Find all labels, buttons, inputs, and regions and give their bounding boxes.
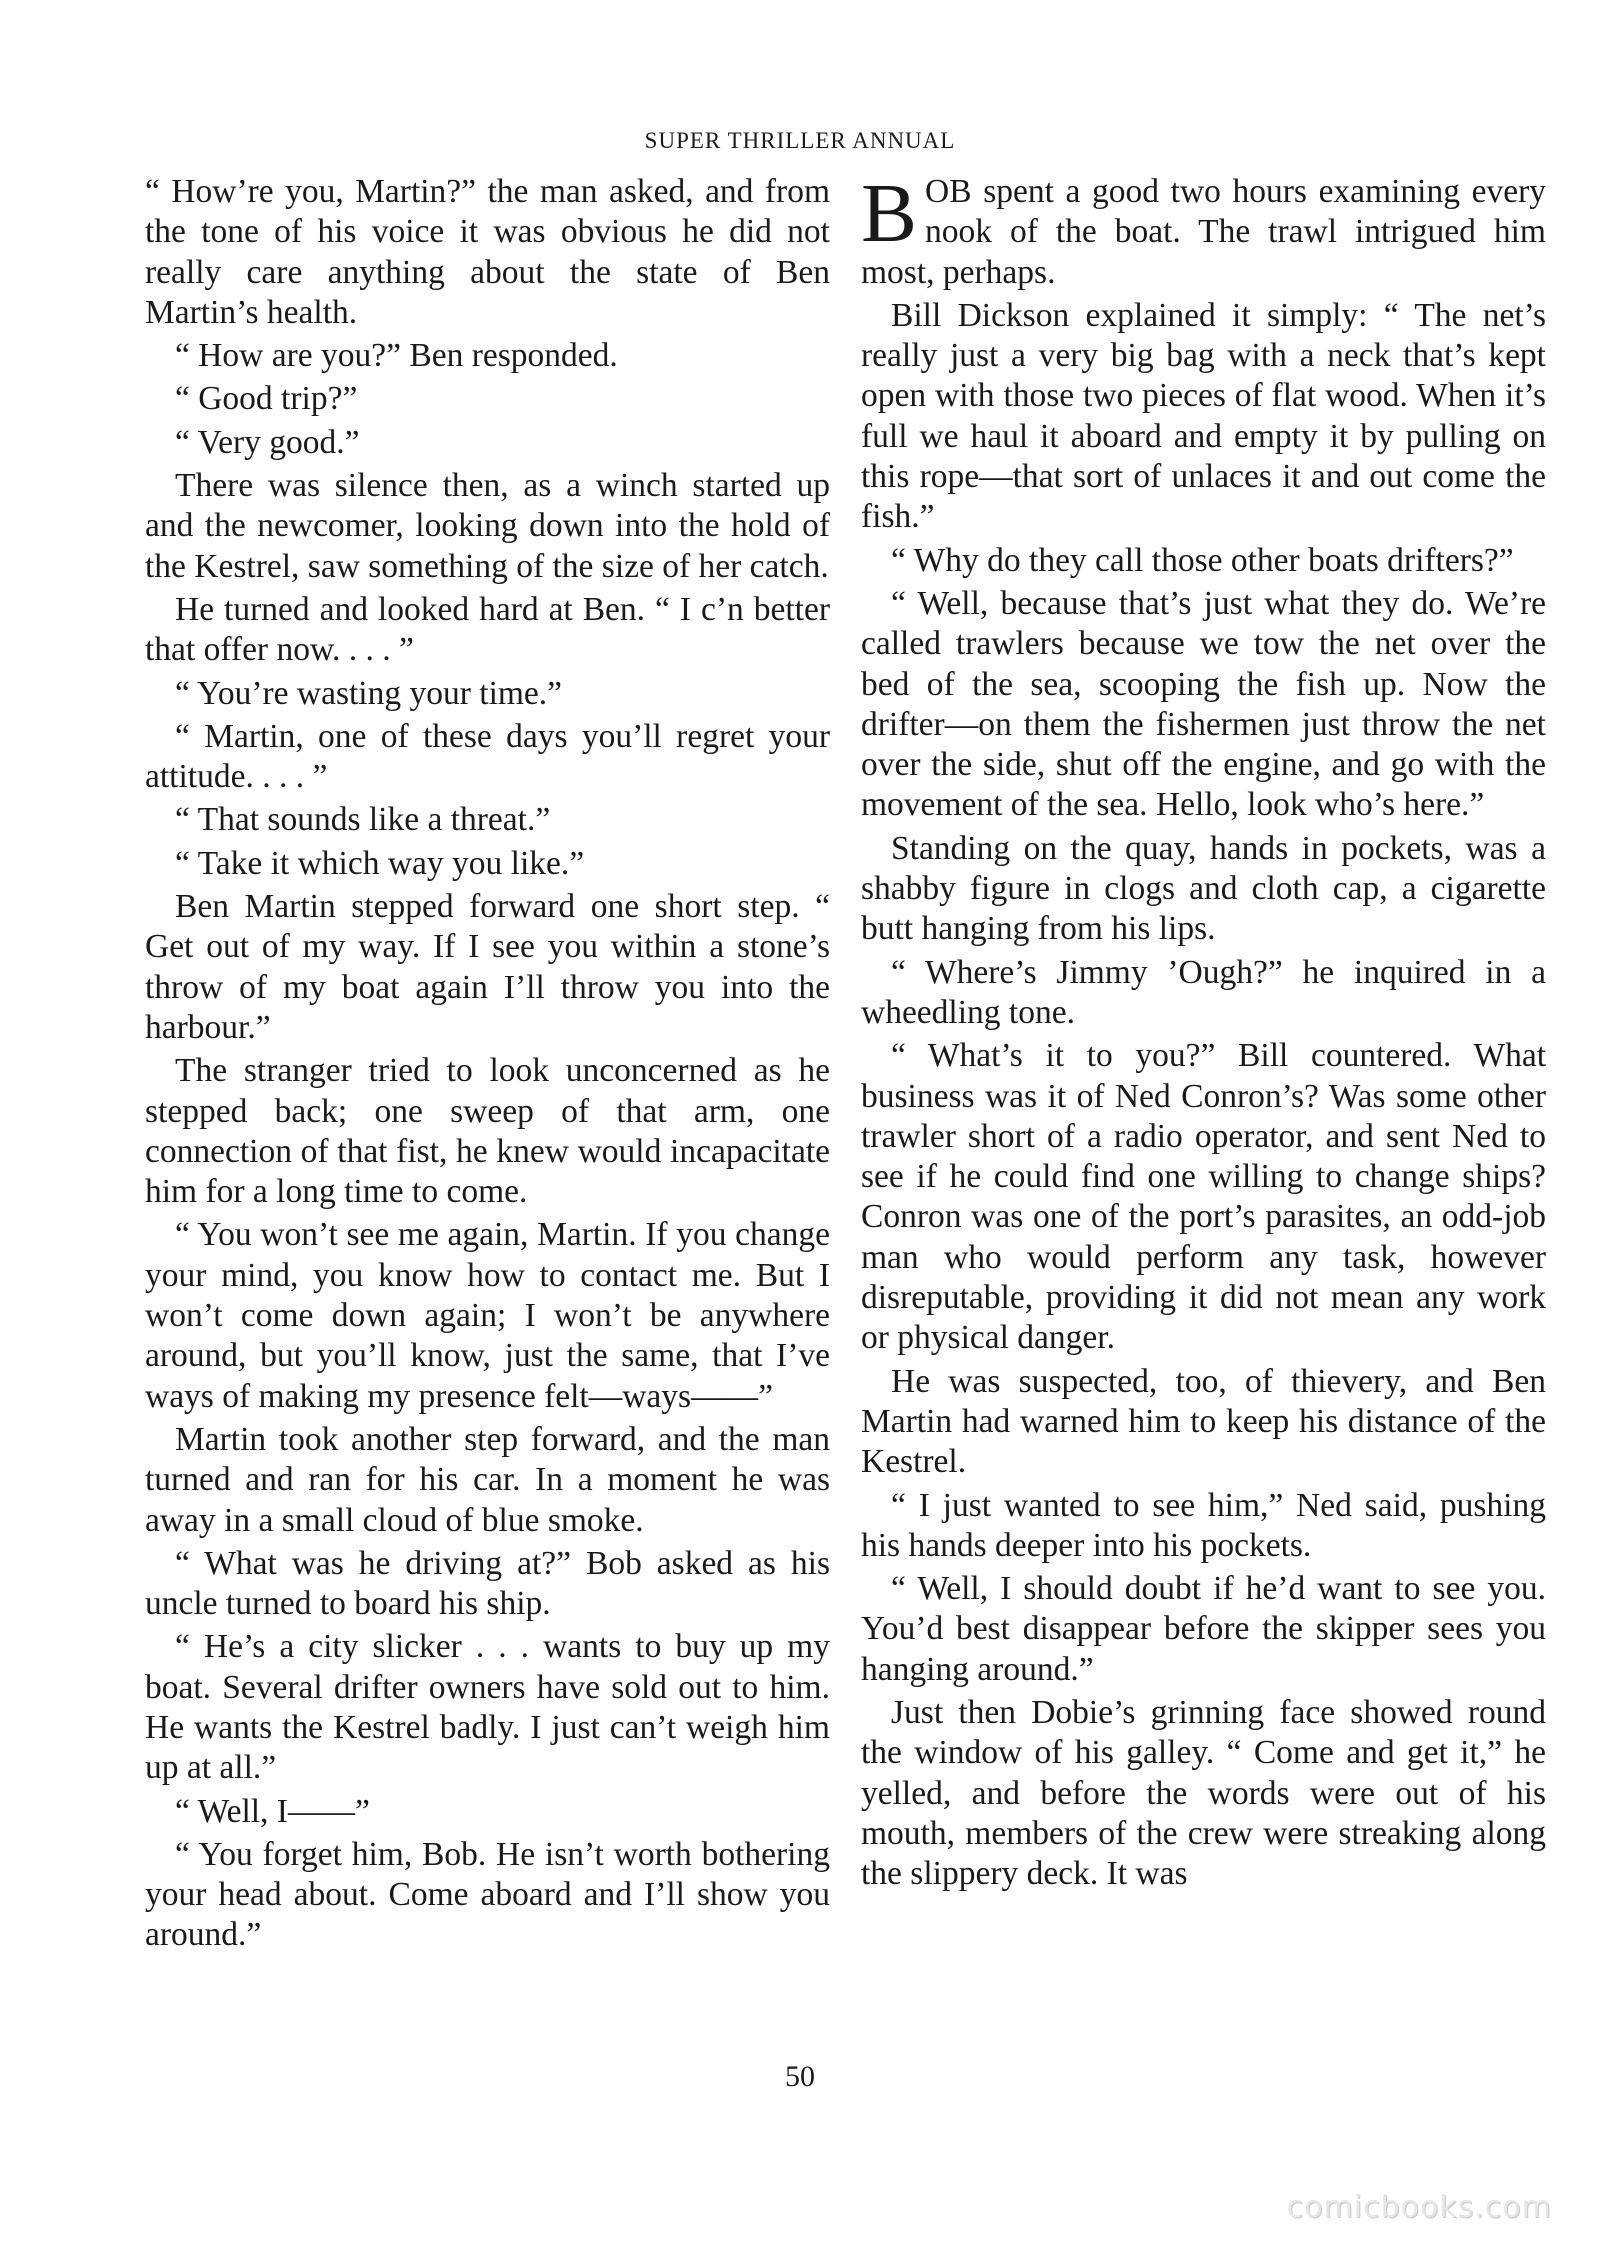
- paragraph: Martin took another step forward, and the man turned and ran for his car. In a moment he was away in a small cloud of blue smoke.: [145, 1420, 830, 1539]
- paragraph: “ Very good.”: [175, 423, 360, 461]
- opening-paragraph: [861, 167, 1546, 293]
- paragraph: Standing on the quay, hands in pockets, was a shabby figure in clogs and cloth cap, a cigarette butt hanging from his lips.: [861, 829, 1546, 948]
- paragraph: “ You forget him, Bob. He isn’t worth bothering your head about. Come aboard and I’ll show you around.”: [145, 1835, 830, 1954]
- paragraph: “ What was he driving at?” Bob asked as his uncle turned to board his ship.: [145, 1544, 830, 1623]
- paragraph: Just then Dobie’s grinning face showed round the window of his galley. “ Come and get it,” he yelled, and before the words were out of his mouth, members of the crew were streaking along the slippery deck. It was: [861, 1693, 1546, 1893]
- paragraph: He turned and looked hard at Ben. “ I c’n better that offer now. . . . ”: [145, 590, 830, 669]
- paragraph: “ You’re wasting your time.”: [175, 674, 563, 712]
- paragraph: There was silence then, as a winch started up and the newcomer, looking down into the hold of the Kestrel, saw something of the size of her catch.: [145, 467, 830, 585]
- drop-cap: B: [861, 167, 918, 260]
- left-column: [145, 172, 830, 1959]
- paragraph: “ Good trip?”: [175, 380, 358, 418]
- paragraph: “ Take it which way you like.”: [175, 844, 585, 882]
- paragraph: “ How’re you, Martin?” the man asked, and from the tone of his voice it was obvious he did not really care anything about the state of Ben Martin’s health.: [145, 173, 830, 331]
- paragraph: “ I just wanted to see him,” Ned said, pushing his hands deeper into his pockets.: [861, 1486, 1546, 1564]
- paragraph: “ Martin, one of these days you’ll regret your attitude. . . . ”: [145, 717, 830, 796]
- watermark: comicbooks.com: [1286, 2190, 1552, 2225]
- paragraph: “ He’s a city slicker . . . wants to buy up my boat. Several drifter owners have sold out to him. He wants the Kestrel badly. I just can’t weigh him up at all.”: [145, 1628, 830, 1787]
- paragraph: “ That sounds like a threat.”: [175, 801, 551, 839]
- paragraph: “ What’s it to you?” Bill countered. What business was it of Ned Conron’s? Was some other trawler short of a radio operator, and sent Ned to see if he could find one willing to change ships? Conron was one of the port’s parasites, an odd-job man who would perform any task, however disreputable, providing it did not mean any work or physical danger.: [861, 1037, 1546, 1357]
- paragraph: Bill Dickson explained it simply: “ The net’s really just a very big bag with a neck that’s kept open with those two pieces of flat wood. When it’s full we haul it aboard and empty it by pulling on this rope—that sort of unlaces it and out come the fish.”: [861, 296, 1546, 536]
- paragraph: “ Why do they call those other boats drifters?”: [891, 541, 1514, 579]
- paragraph: “ Well, I should doubt if he’d want to see you. You’d best disappear before the skipper sees you hanging around.”: [861, 1570, 1546, 1688]
- opening-text: OB spent a good two hours examining every nook of the boat. The trawl intrigued him most, perhaps.: [861, 173, 1546, 291]
- page-number: 50: [785, 2060, 815, 2093]
- running-head: SUPER THRILLER ANNUAL: [644, 128, 956, 153]
- paragraph: “ You won’t see me again, Martin. If you change your mind, you know how to contact me. But I won’t come down again; I won’t be anywhere around, but you’ll know, just the same, that I’ve ways of making my presence felt—ways——”: [145, 1216, 830, 1415]
- paragraph: He was suspected, too, of thievery, and Ben Martin had warned him to keep his distance of the Kestrel.: [861, 1362, 1546, 1481]
- paragraph: “ Well, I——”: [175, 1792, 370, 1830]
- right-column: [861, 167, 1546, 1897]
- paragraph: “ How are you?” Ben responded.: [175, 337, 618, 375]
- paragraph: “ Well, because that’s just what they do. We’re called trawlers because we tow the net over the bed of the sea, scooping the fish up. Now the drifter—on them the fishermen just throw the net over the side, shut off the engine, and go with the movement of the sea. Hello, look who’s here.”: [861, 584, 1546, 824]
- paragraph: The stranger tried to look unconcerned as he stepped back; one sweep of that arm, one connection of that fist, he knew would incapacitate him for a long time to come.: [145, 1052, 830, 1211]
- paragraph: Ben Martin stepped forward one short step. “ Get out of my way. If I see you within a stone’s throw of my boat again I’ll throw you into the harbour.”: [145, 888, 830, 1046]
- paragraph: “ Where’s Jimmy ’Ough?” he inquired in a wheedling tone.: [861, 953, 1546, 1031]
